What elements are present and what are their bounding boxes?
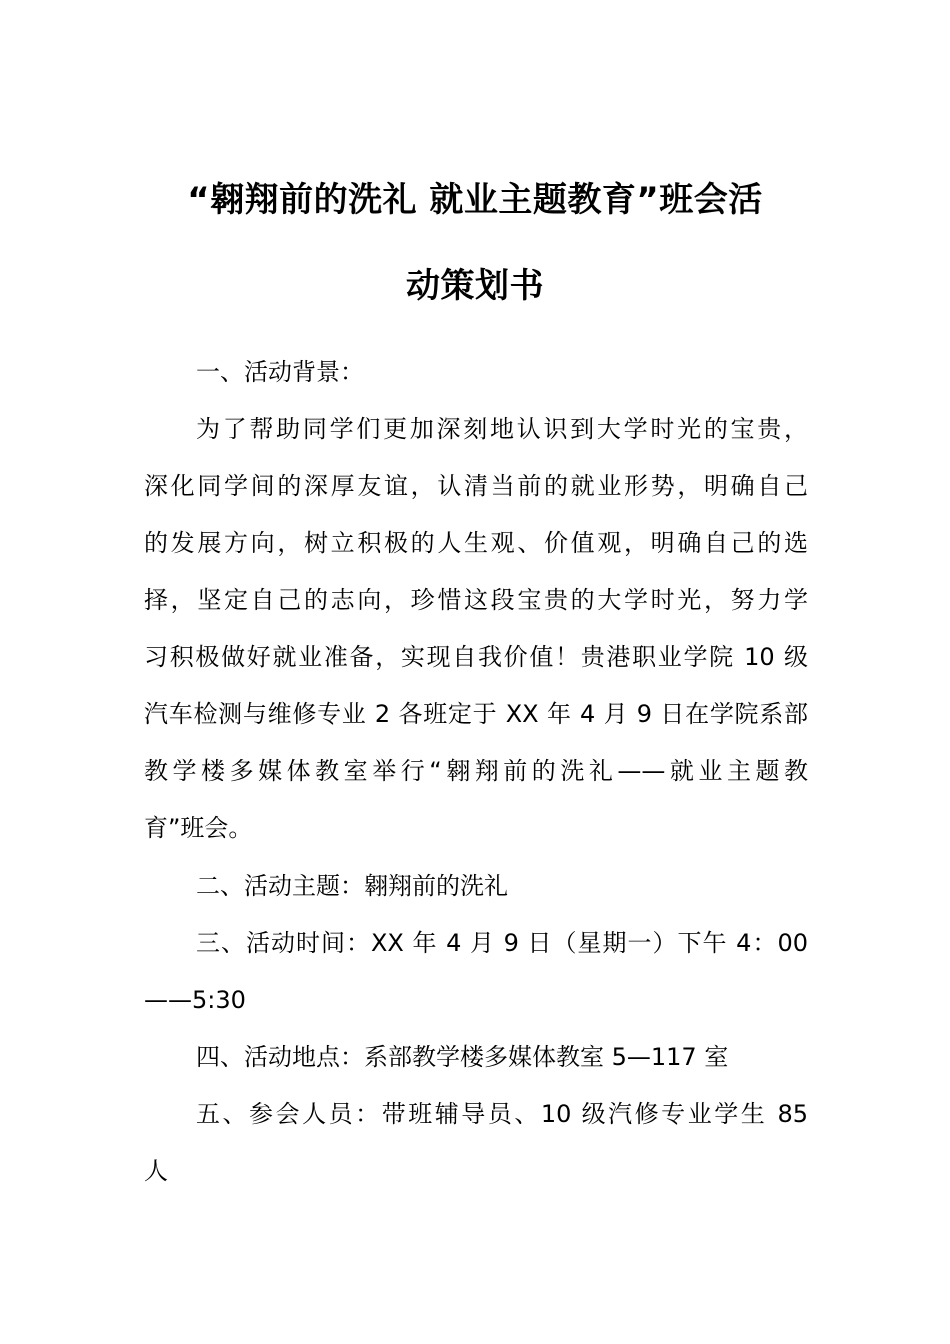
paragraph-line: ——5:30 (144, 986, 246, 1014)
paragraph-line: 深化同学间的深厚友谊，认清当前的就业形势，明确自己 (144, 472, 808, 500)
section-heading-background: 一、活动背景： (196, 358, 364, 386)
section-heading-theme: 二、活动主题：翱翔前的洗礼 (196, 872, 508, 900)
document-title-line-1: “翱翔前的洗礼 就业主题教育”班会活 (187, 180, 763, 220)
document-title-line-2: 动策划书 (406, 266, 544, 306)
paragraph-line: 择，坚定自己的志向，珍惜这段宝贵的大学时光，努力学 (144, 586, 808, 614)
section-heading-attendees: 五、参会人员：带班辅导员、10 级汽修专业学生 85 (196, 1100, 808, 1128)
paragraph-line: 习积极做好就业准备，实现自我价值！贵港职业学院 10 级 (144, 643, 808, 671)
paragraph-line: 汽车检测与维修专业 2 各班定于 XX 年 4 月 9 日在学院系部 (144, 700, 808, 728)
paragraph-line: 的发展方向，树立积极的人生观、价值观，明确自己的选 (144, 529, 808, 557)
paragraph-line: 人 (144, 1157, 168, 1185)
section-heading-time: 三、活动时间：XX 年 4 月 9 日（星期一）下午 4：00 (196, 929, 808, 957)
paragraph-line: 育”班会。 (144, 814, 253, 842)
paragraph-line: 为了帮助同学们更加深刻地认识到大学时光的宝贵， (196, 415, 808, 443)
section-heading-location: 四、活动地点：系部教学楼多媒体教室 5—117 室 (196, 1043, 729, 1071)
paragraph-line: 教学楼多媒体教室举行“翱翔前的洗礼——就业主题教 (144, 757, 808, 785)
